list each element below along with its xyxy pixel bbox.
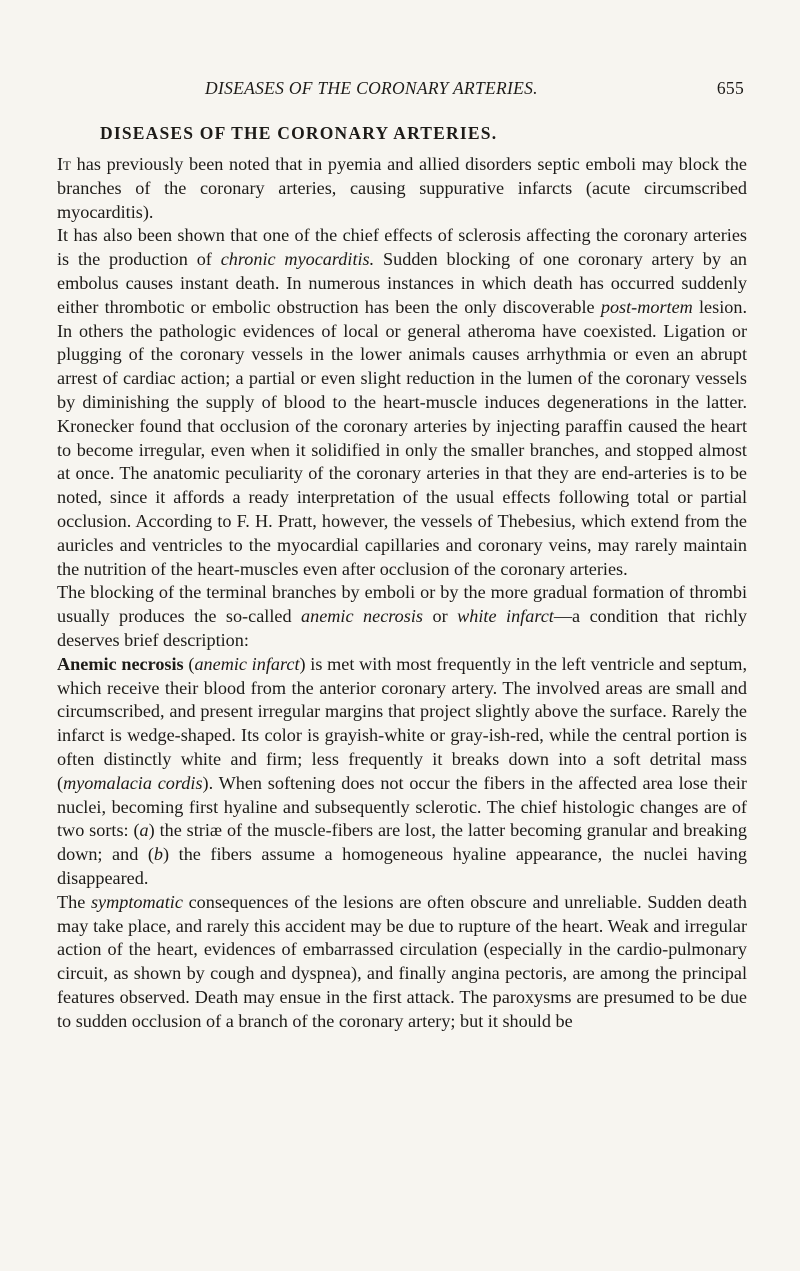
paragraph-5-emphasis-symptomatic: symptomatic	[90, 891, 183, 912]
paragraph-2	[57, 224, 747, 581]
paragraph-4-emphasis-b: b	[153, 844, 164, 865]
section-title: DISEASES OF THE CORONARY ARTERIES.	[100, 123, 498, 143]
paragraph-2-text-c: lesion. In others the pathologic evidences of local or general atheroma have coexisted. Ligation or plugging of the coronary vessels in the lower animals causes arrhythmia or even an abrupt arrest of cardiac action; a partial or even slight reduction in the lumen of the coronary vessels by diminishing the supply of blood to the heart-muscle induces degenerations in the latter. Kronecker found that occlusion of the coronary arteries by injecting paraffin caused the heart to become irregular, even when it solidified in only the smaller branches, and stopped almost at once. The anatomic peculiarity of the coronary arteries in that they are end-arteries is to be noted, since it affords a ready interpretation of the usual effects following total or partial occlusion. According to F. H. Pratt, however, the vessels of Thebesius, which extend from the auricles and ventricles to the myocardial capillaries and coronary veins, may rarely maintain the nutrition of the heart-muscles even after occlusion of the coronary arteries.	[57, 296, 747, 579]
paragraph-5	[57, 891, 747, 1034]
paragraph-4-text-b: ) is met with most frequently in the left ventricle and septum, which receive their blood from the anterior coronary artery. The involved areas are small and circumscribed, and present irregular margins that project slightly above the surface. Rarely the infarct is wedge-shaped. Its color is grayish-white or gray-ish-red, while the central portion is often distinctly white and firm; less frequently it breaks down into a soft detrital mass (	[57, 653, 748, 793]
paragraph-4-emphasis-a: a	[139, 820, 149, 841]
paragraph-5-text-b: consequences of the lesions are often obscure and unreliable. Sudden death may take place, and rarely this accident may be due to rupture of the heart. Weak and irregular action of the heart, evidences of embarrassed circulation (especially in the cardio-pulmonary circuit, as shown by cough and dyspnea), and finally angina pectoris, are among the principal features observed. Death may ensue in the first attack. The paroxysms are presumed to be due to sudden occlusion of a branch of the coronary artery; but it should be	[57, 891, 747, 1031]
paragraph-4-text-a: (	[183, 653, 195, 674]
paragraph-4-text-d: ) the striæ of the muscle-fibers are lost, the latter becoming granular and breaking down; and (	[57, 820, 747, 865]
paragraph-2-text-b: Sudden blocking of one coronary artery by an embolus causes instant death. In numerous instances in which death has occurred suddenly either thrombotic or embolic obstruction has been the only discoverable	[57, 249, 747, 317]
paragraph-3-emphasis-white-infarct: white infarct	[457, 606, 554, 627]
paragraph-4-run-in-heading: Anemic necrosis	[57, 653, 184, 674]
body-text	[57, 153, 747, 1033]
paragraph-3-text-c: —a condition that richly deserves brief description:	[57, 606, 747, 650]
paragraph-2-emphasis-chronic-myocarditis: chronic myocarditis.	[220, 249, 375, 270]
paragraph-2-emphasis-post-mortem: post-mortem	[600, 296, 693, 317]
paragraph-1-lead: It	[57, 154, 71, 174]
paragraph-4-emphasis-anemic-infarct: anemic infarct	[194, 653, 300, 674]
paragraph-3-emphasis-anemic-necrosis: anemic necrosis	[301, 606, 423, 627]
paragraph-3-text-a: The blocking of the terminal branches by emboli or by the more gradual formation of thrombi usually produces the so-called	[57, 582, 747, 627]
running-head-title: DISEASES OF THE CORONARY ARTERIES.	[205, 78, 538, 98]
running-head	[0, 78, 800, 104]
paragraph-4-text-c: ). When softening does not occur the fibers in the affected area lose their nuclei, becoming first hyaline and subsequently sclerotic. The chief histologic changes are of two sorts: (	[57, 772, 747, 841]
page-number: 655	[716, 78, 744, 98]
paragraph-5-text-a: The	[57, 891, 91, 912]
paragraph-4-text-e: ) the fibers assume a homogeneous hyaline appearance, the nuclei having disappeared.	[57, 844, 747, 888]
paragraph-2-text-a: It has also been shown that one of the chief effects of sclerosis affecting the coronary arteries is the production of	[57, 225, 747, 270]
paragraph-4-emphasis-myomalacia: myomalacia cordis	[63, 772, 203, 793]
paragraph-4	[57, 653, 747, 891]
paragraph-3-text-b: or	[423, 606, 458, 627]
paragraph-3	[57, 581, 747, 652]
paragraph-1-text: has previously been noted that in pyemia and allied disorders septic emboli may block the branches of the coronary arteries, causing suppurative infarcts (acute circumscribed myocarditis).	[57, 154, 747, 222]
paragraph-1	[57, 153, 747, 224]
